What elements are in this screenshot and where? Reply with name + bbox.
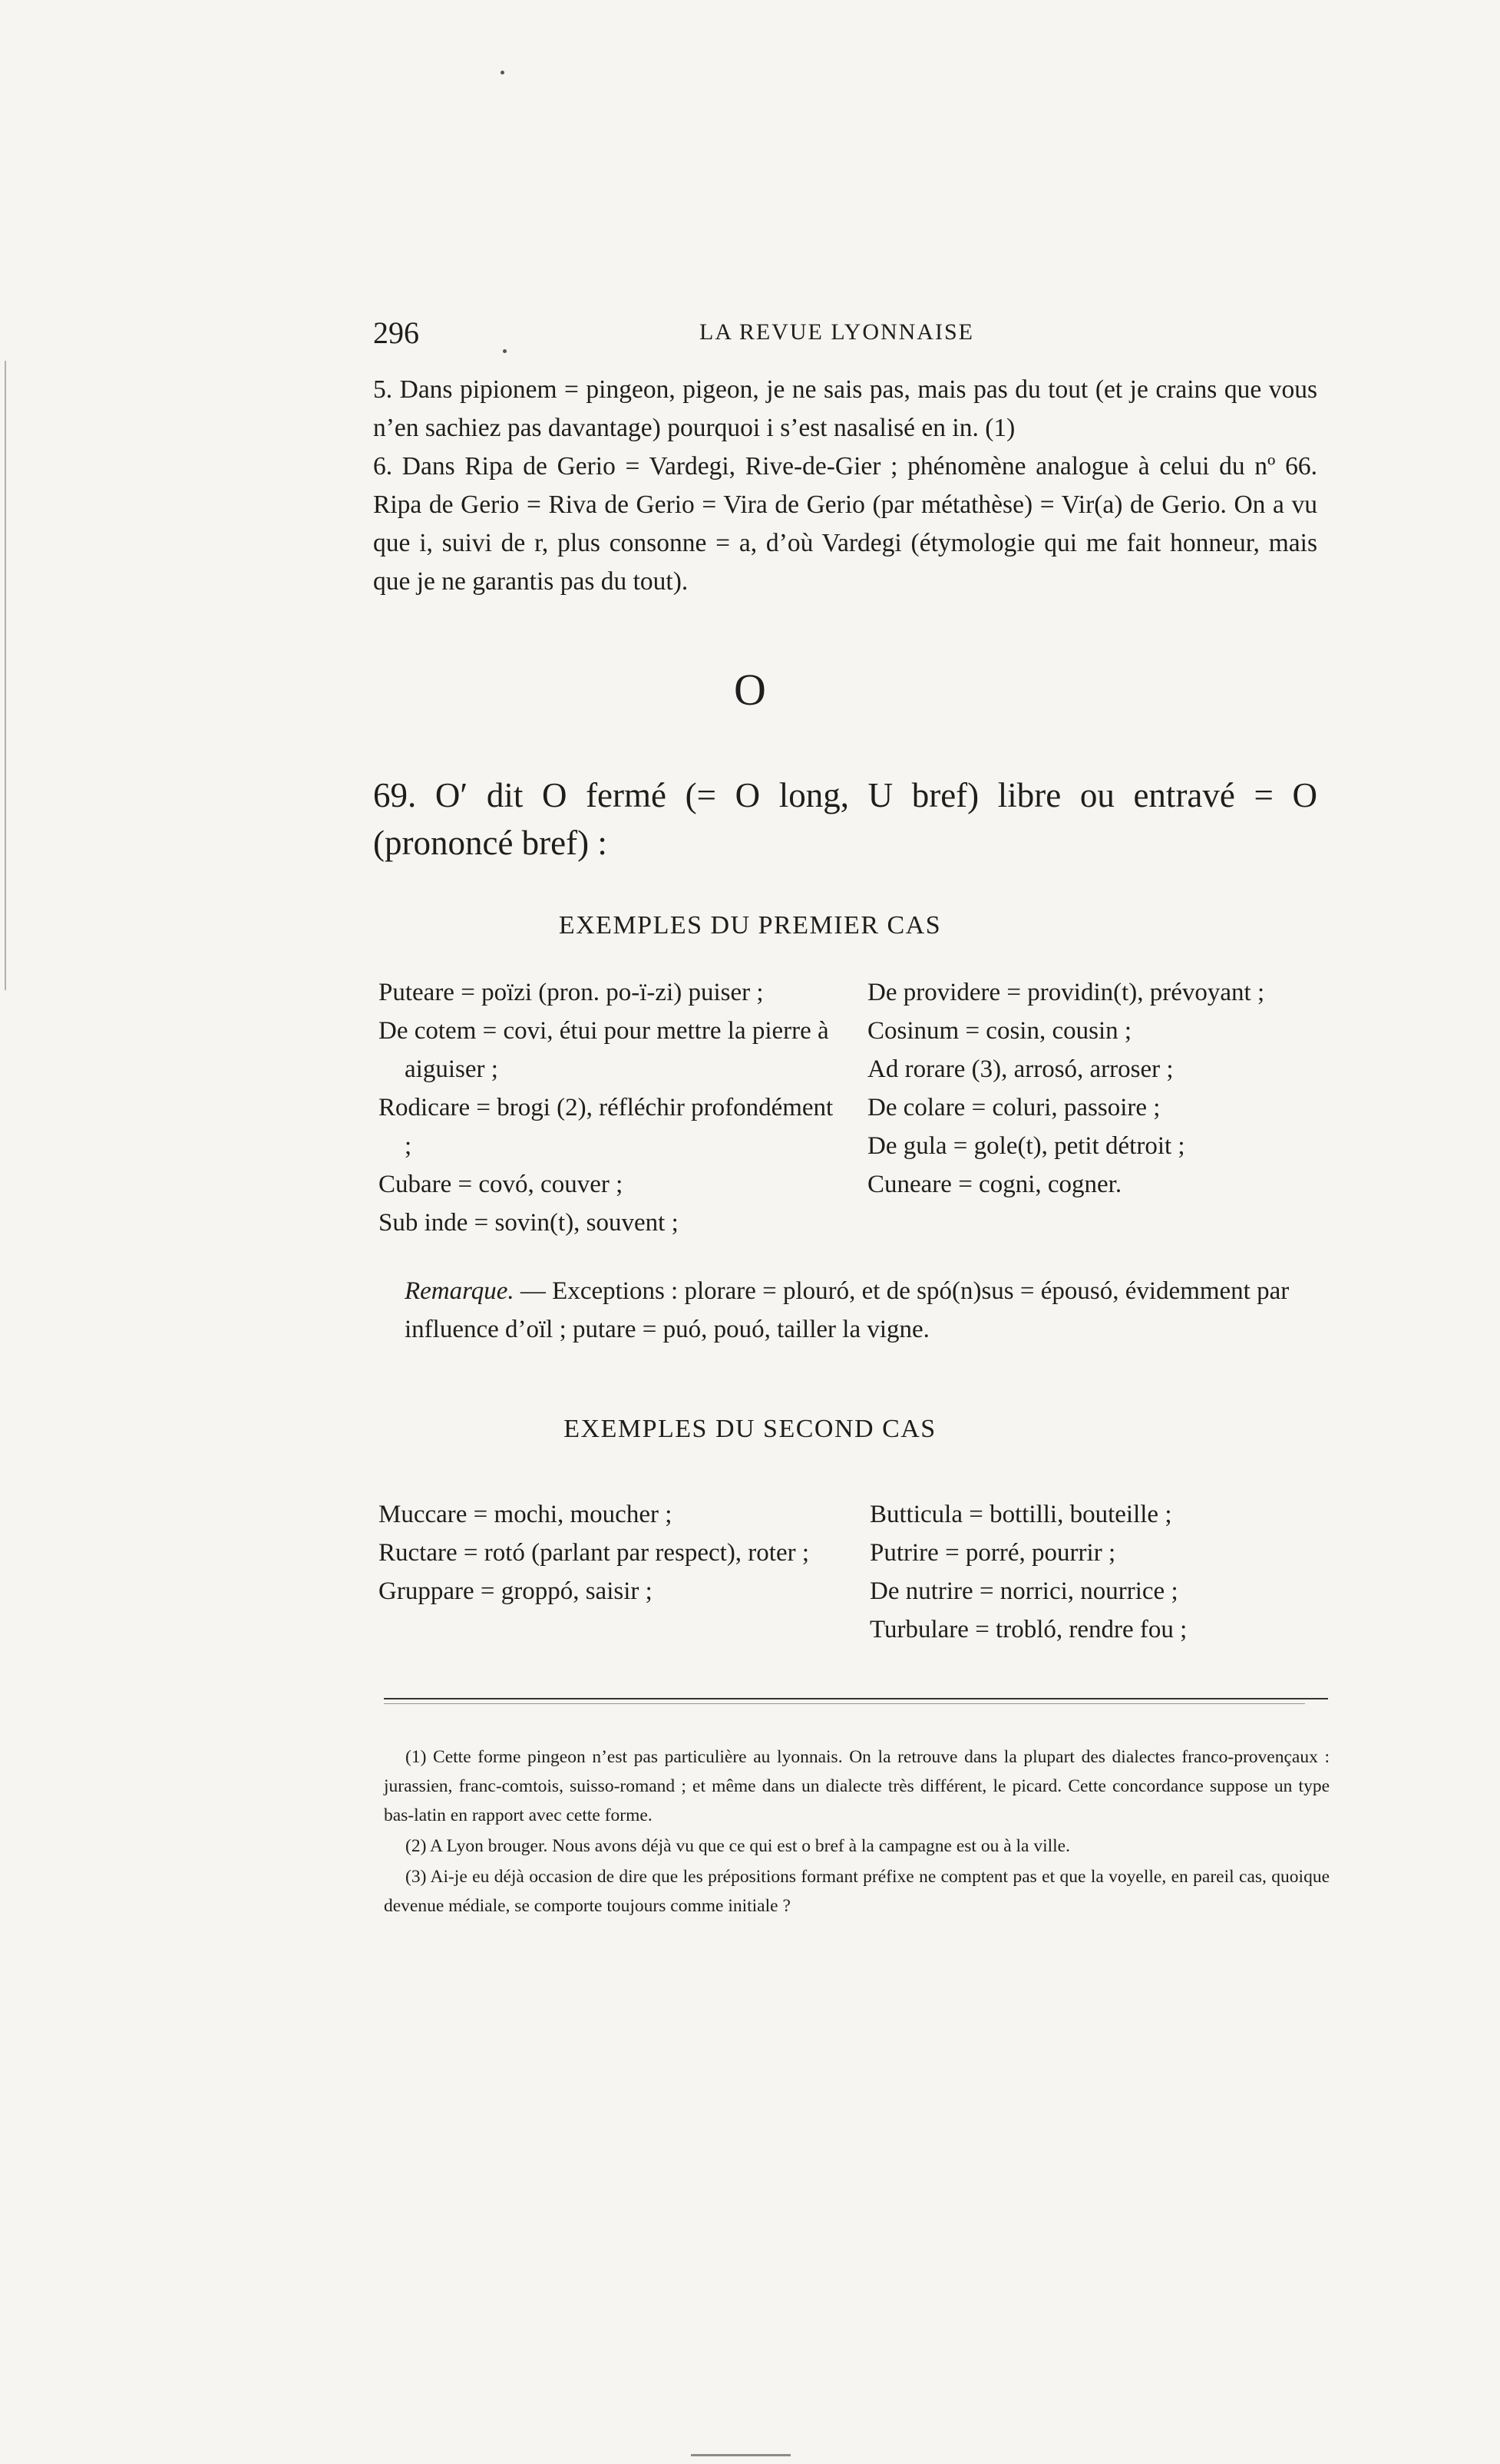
first-case-right-column [867, 973, 1343, 1204]
example-item: De providere = providin(t), prévoyant ; [867, 979, 1265, 1006]
example-item: Putrire = porré, pourrir ; [870, 1539, 1116, 1567]
intro-paragraphs [373, 371, 1317, 601]
first-case-heading: EXEMPLES DU PREMIER CAS [558, 911, 942, 940]
example-item: Butticula = bottilli, bouteille ; [870, 1501, 1172, 1528]
page-number: 296 [373, 315, 419, 350]
remark-lead: Remarque. [405, 1277, 514, 1305]
second-case-left-column [378, 1495, 839, 1610]
section-letter: O [734, 665, 766, 715]
example-item: Sub inde = sovin(t), souvent ; [378, 1209, 679, 1237]
journal-title: LA REVUE LYONNAISE [699, 319, 974, 345]
footnote-divider-shadow [384, 1703, 1305, 1704]
example-item: De cotem = covi, étui pour mettre la pierre à aiguiser ; [378, 1017, 829, 1083]
example-item: Muccare = mochi, moucher ; [378, 1501, 672, 1528]
example-item: De colare = coluri, passoire ; [867, 1094, 1161, 1121]
scan-smudge [691, 2454, 791, 2456]
footnote-1: (1) Cette forme pingeon n’est pas particulière au lyonnais. On la retrouve dans la plupart des dialectes franco-provençaux : jurassien, franc-comtois, suisso-romand ; et même dans un dialecte très différent, le picard. Cette concordance suppose un type bas-latin en rapport avec cette forme. [384, 1747, 1330, 1825]
example-item: Cuneare = cogni, cogner. [867, 1171, 1122, 1198]
example-item: Ructare = rotó (parlant par respect), roter ; [378, 1539, 810, 1567]
rule-69-heading: 69. O′ dit O fermé (= O long, U bref) libre ou entravé = O (prononcé bref) : [373, 776, 1317, 862]
remark-text: — Exceptions : plorare = plouró, et de spó(n)sus = épousó, évidemment par influence d’oïl ; putare = puó, pouó, tailler la vigne. [405, 1277, 1290, 1343]
second-case-heading: EXEMPLES DU SECOND CAS [563, 1415, 937, 1443]
example-item: Rodicare = brogi (2), réfléchir profondément ; [378, 1094, 834, 1160]
example-item: Cosinum = cosin, cousin ; [867, 1017, 1132, 1045]
footnote-3: (3) Ai-je eu déjà occasion de dire que les prépositions formant préfixe ne comptent pas et que la voyelle, en pareil cas, quoique devenue médiale, se comporte toujours comme initiale ? [384, 1867, 1330, 1916]
example-item: Ad rorare (3), arrosó, arroser ; [867, 1055, 1174, 1083]
remark-paragraph [405, 1272, 1326, 1349]
example-item: Cubare = covó, couver ; [378, 1171, 623, 1198]
footnotes [384, 1742, 1330, 1922]
first-case-left-column [378, 973, 839, 1242]
paragraph-5: 5. Dans pipionem = pingeon, pigeon, je ne sais pas, mais pas du tout (et je crains que vous n’en sachiez pas davantage) pourquoi i s’est nasalisé en in. (1) [373, 375, 1317, 442]
paragraph-6: 6. Dans Ripa de Gerio = Vardegi, Rive-de-Gier ; phénomène analogue à celui du nº 66. Ripa de Gerio = Riva de Gerio = Vira de Gerio (par métathèse) = Vir(a) de Gerio. On a vu que i, suivi de r, plus consonne = a, d’où Vardegi (étymologie qui me fait honneur, mais que je ne garantis pas du tout). [373, 452, 1317, 596]
second-case-right-column [870, 1495, 1346, 1649]
scan-speck [501, 71, 504, 74]
example-item: Gruppare = groppó, saisir ; [378, 1577, 653, 1605]
example-item: Puteare = poïzi (pron. po-ï-zi) puiser ; [378, 979, 764, 1006]
footnote-2: (2) A Lyon brouger. Nous avons déjà vu que ce qui est o bref à la campagne est ou à la ville. [405, 1836, 1070, 1856]
example-item: Turbulare = trobló, rendre fou ; [870, 1616, 1188, 1643]
running-head [373, 315, 1317, 353]
example-item: De gula = gole(t), petit détroit ; [867, 1132, 1185, 1160]
example-item: De nutrire = norrici, nourrice ; [870, 1577, 1178, 1605]
footnote-divider [384, 1698, 1328, 1699]
